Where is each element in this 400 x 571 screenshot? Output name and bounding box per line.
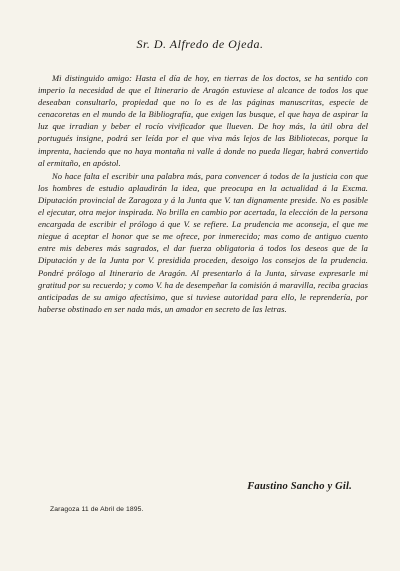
signature: Faustino Sancho y Gil. [247,481,352,492]
place-date-line: Zaragoza 11 de Abril de 1895. [50,506,144,513]
salutation-heading: Sr. D. Alfredo de Ojeda. [136,37,264,51]
paragraph-1: Mi distinguido amigo: Hasta el día de hoy, en tierras de los doctos, se ha sentido con imperio la necesidad de que el Itinerario de Aragón estuviese al alcance de todos los que deseaban consultarlo, propiedad que no lo es de las páginas manuscritas, especie de cenacoretas en el mundo de la Bibliografía, que exigen las busque, el que haya de aspirar la luz que irradian y beber el rocío vivificador que llueven. De hoy más, la útil obra del portugués insigne, podrá ser leída por el que viva más lejos de las Bibliotecas, porque la imprenta, haciendo que no haya montaña ni valle á donde no pueda llegar, habrá convertido al ermitaño, en apóstol. [38,73,368,168]
letter-body [38,72,368,315]
paragraph-2: No hace falta el escribir una palabra más, para convencer á todos de la justicia con que los hombres de estudio aplaudirán la idea, que preocupa en la actualidad á la Excma. Diputación provincial de Zaragoza y á la Junta que V. tan dignamente preside. No es posible el ejecutar, otra mejor inspirada. No brilla en cambio por acertada, la elección de la persona encargada de escribir el prólogo á que V. se refiere. La prudencia me aconseja, el que me niegue á aceptar el honor que se me ofrece, por inmerecido; mas como de antiguo cuento entre mis deberes más sagrados, el dar fuerza obligatoria á todos los deseos que de la Diputación y de la Junta por V. presidida proceden, desoigo los consejos de la prudencia. Pondré prólogo al Itinerario de Aragón. Al presentarlo á la Junta, sírvase expresarle mi gratitud por su recuerdo; y como V. ha de desempeñar la comisión á maravilla, reciba gracias anticipadas de su amigo afectísimo, que si tuviese autoridad para ello, le reprendería, por haberse obstinado en ser nada más, un amador en secreto de las letras. [38,170,368,314]
